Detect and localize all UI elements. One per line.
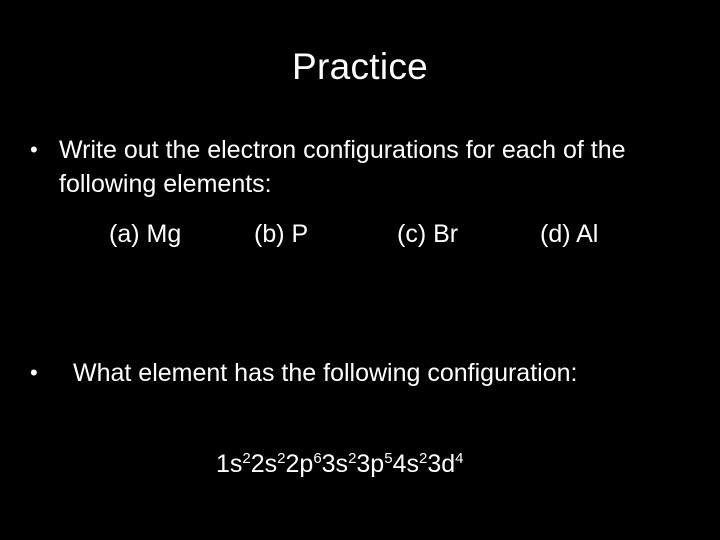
slide-title: Practice: [291, 46, 429, 87]
config-term-3: [286, 450, 322, 478]
config-orbital: 3p: [356, 450, 385, 478]
config-exponent: 2: [418, 450, 428, 467]
config-term-6: [393, 450, 428, 478]
config-orbital: 2p: [285, 450, 314, 478]
config-exponent: 6: [313, 450, 322, 467]
config-term-5: [356, 450, 392, 478]
config-exponent: 2: [277, 450, 286, 467]
config-term-1: [216, 450, 251, 478]
element-item-a: (a) Mg: [109, 220, 182, 248]
config-exponent: 4: [455, 450, 464, 467]
element-item-b: (b) P: [254, 220, 309, 248]
config-exponent: 5: [384, 450, 393, 467]
bullet-text-2: What element has the following configuration:: [73, 359, 578, 387]
config-term-7: [427, 450, 463, 478]
config-orbital: 1s: [216, 450, 243, 478]
config-exponent: 2: [242, 450, 251, 467]
bullet-text-1: Write out the electron configurations for each of the following elements:: [59, 136, 626, 198]
config-term-2: [251, 450, 286, 478]
bullet-icon: •: [30, 360, 38, 385]
config-orbital: 2s: [250, 450, 278, 478]
config-term-4: [322, 450, 357, 478]
element-item-d: (d) Al: [540, 220, 599, 248]
bullet-icon: •: [30, 137, 38, 162]
config-exponent: 2: [348, 450, 357, 467]
config-orbital: 3d: [427, 450, 456, 478]
electron-configuration: [216, 447, 463, 481]
config-orbital: 3s: [321, 450, 349, 478]
element-item-c: (c) Br: [397, 220, 459, 248]
config-orbital: 4s: [392, 450, 419, 478]
